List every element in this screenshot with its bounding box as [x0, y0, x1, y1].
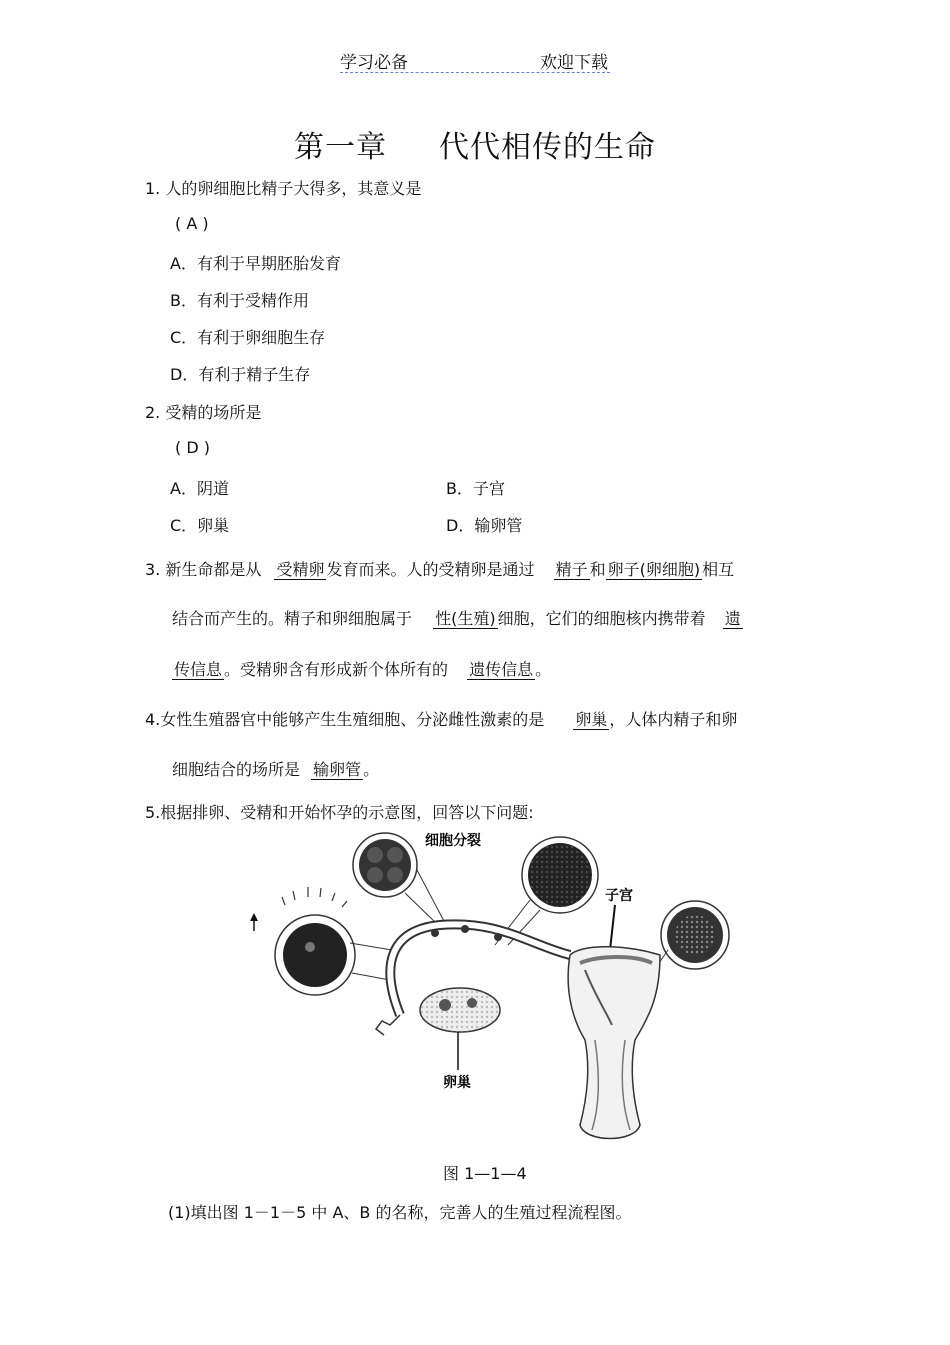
q2-option-b: B．子宫	[446, 479, 505, 498]
q4-blank: 卵巢	[575, 710, 608, 729]
q3-text: 结合而产生的。精子和卵细胞属于	[172, 609, 413, 628]
q3-blank: 卵子(卵细胞)	[607, 560, 701, 579]
chapter-number: 第一章	[294, 130, 387, 165]
q3-text: 3. 新生命都是从	[145, 560, 262, 579]
q1-option-a: A．有利于早期胚胎发育	[170, 254, 341, 273]
q3-text: 和	[589, 560, 606, 579]
q4-text: 细胞结合的场所是	[172, 760, 301, 779]
ovary-shape	[420, 988, 500, 1032]
header-right: 欢迎下载	[540, 53, 608, 73]
q1-option-d: D．有利于精子生存	[170, 365, 311, 384]
up-arrow-icon	[250, 913, 258, 931]
q1-option-b: B．有利于受精作用	[170, 291, 309, 310]
q3-text: 发育而来。人的受精卵是通过	[326, 560, 535, 579]
reproduction-figure	[240, 825, 740, 1155]
q3-line-2	[172, 606, 743, 629]
q4-line-1	[145, 707, 737, 730]
q3-blank: 传信息	[174, 660, 223, 679]
q4-text: ，人体内精子和卵	[609, 710, 738, 729]
q5-stem: 5.根据排卵、受精和开始怀孕的示意图，回答以下问题:	[145, 803, 534, 822]
q5-sub1: (1)填出图 1－1－5 中 A、B 的名称，完善人的生殖过程流程图。	[168, 1203, 632, 1222]
figure-caption: 图 1—1—4	[443, 1164, 527, 1183]
blastocyst-circle	[661, 901, 729, 969]
q1-option-c: C．有利于卵细胞生存	[170, 328, 326, 347]
label-cell-division: 细胞分裂	[425, 833, 481, 849]
q3-blank: 遗	[724, 609, 741, 628]
q2-option-a: A．阴道	[170, 479, 229, 498]
q2-stem: 2. 受精的场所是	[145, 403, 262, 422]
q3-text: 。	[535, 660, 552, 679]
morula-circle	[522, 837, 598, 913]
q1-answer: ( A )	[175, 214, 209, 233]
uterus-shape	[568, 947, 660, 1139]
q3-text: 。受精卵含有形成新个体所有的	[224, 660, 449, 679]
q3-blank: 精子	[555, 560, 588, 579]
label-ovary: 卵巢	[443, 1075, 471, 1091]
chapter-title	[0, 122, 950, 166]
q3-text: 相互	[702, 560, 735, 579]
q4-line-2	[172, 757, 379, 780]
header-left: 学习必备	[340, 53, 408, 73]
q3-line-3	[172, 657, 551, 680]
q4-blank: 输卵管	[313, 760, 362, 779]
q2-answer: ( D )	[175, 438, 210, 457]
q2-option-c: C．卵巢	[170, 516, 230, 535]
egg-cell-circle	[275, 887, 355, 995]
q3-blank: 遗传信息	[469, 660, 534, 679]
q4-text: 4.女性生殖器官中能够产生生殖细胞、分泌雌性激素的是	[145, 710, 545, 729]
page-header	[340, 48, 610, 73]
q3-blank: 受精卵	[276, 560, 325, 579]
q3-text: 细胞，它们的细胞核内携带着	[497, 609, 706, 628]
q3-line-1	[145, 557, 734, 580]
q4-text: 。	[363, 760, 380, 779]
q2-option-d: D．输卵管	[446, 516, 523, 535]
cell-division-circle	[353, 833, 417, 897]
q3-blank: 性(生殖)	[435, 609, 496, 628]
q1-stem: 1. 人的卵细胞比精子大得多，其意义是	[145, 179, 422, 198]
chapter-name: 代代相传的生命	[439, 130, 656, 165]
label-uterus: 子宫	[605, 888, 633, 904]
